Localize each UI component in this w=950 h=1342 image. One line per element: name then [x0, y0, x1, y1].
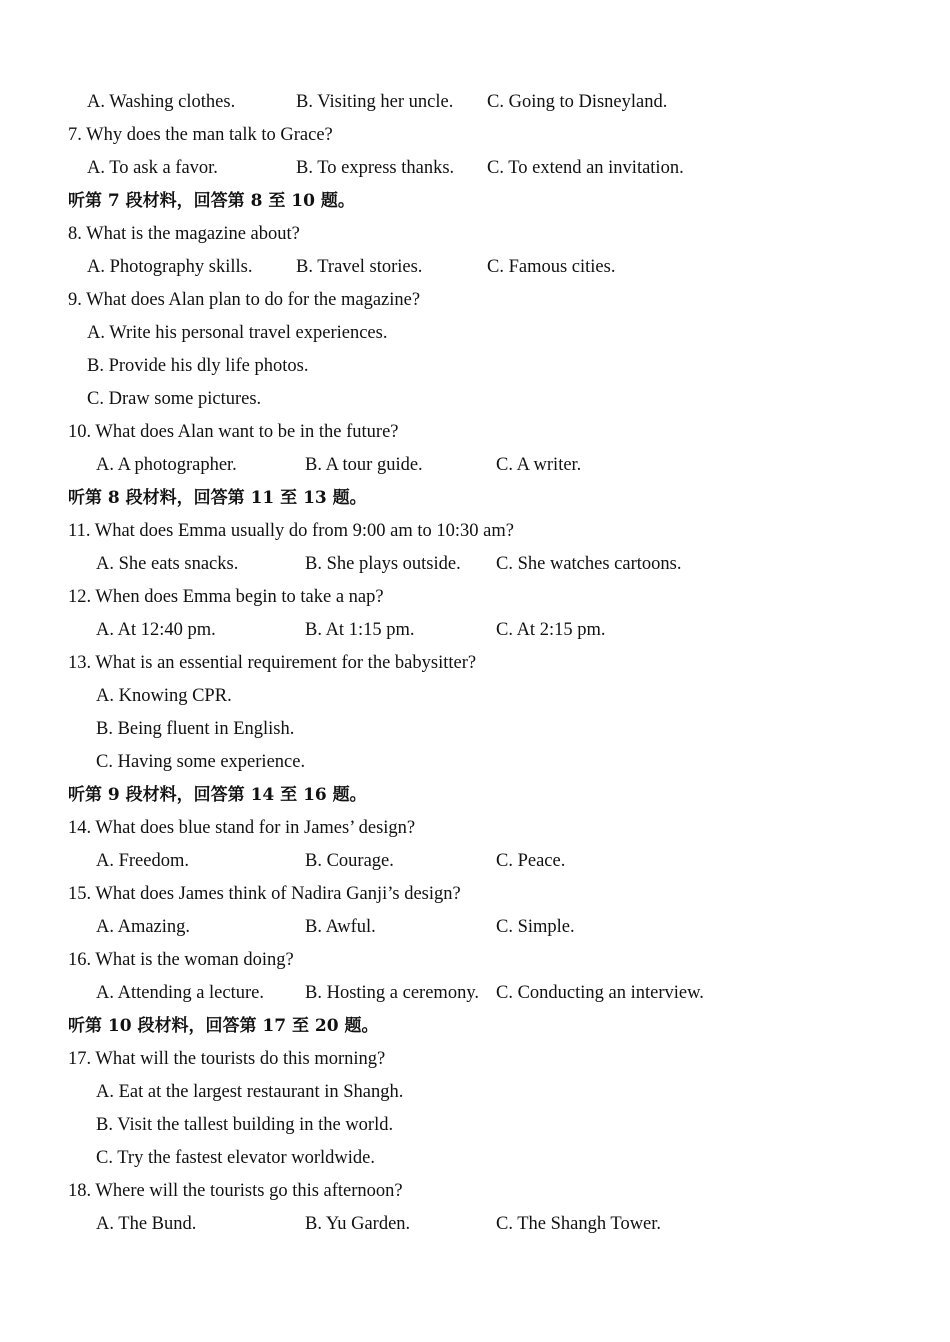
question-text: 17. What will the tourists do this morning?	[68, 1049, 386, 1069]
question-text: 15. What does James think of Nadira Ganji’s design?	[68, 884, 461, 904]
answer-options-row	[96, 845, 856, 878]
answer-option: B. At 1:15 pm.	[305, 620, 415, 640]
answer-option: C. A writer.	[496, 455, 582, 475]
answer-option: C. Draw some pictures.	[87, 389, 262, 409]
answer-options-row	[87, 251, 847, 284]
answer-option: C. To extend an invitation.	[487, 158, 684, 178]
answer-option: A. To ask a favor.	[87, 158, 218, 178]
answer-option: C. Going to Disneyland.	[487, 92, 668, 112]
answer-options-row	[87, 86, 847, 119]
answer-option: B. Awful.	[305, 917, 376, 937]
question-text: 8. What is the magazine about?	[68, 224, 300, 244]
question-text: 11. What does Emma usually do from 9:00 am to 10:30 am?	[68, 521, 514, 541]
answer-options-row	[96, 1208, 856, 1241]
answer-option: B. A tour guide.	[305, 455, 423, 475]
answer-option: C. Try the fastest elevator worldwide.	[96, 1148, 375, 1168]
answer-options-row	[96, 977, 856, 1010]
answer-option: B. She plays outside.	[305, 554, 461, 574]
answer-options-row	[96, 911, 856, 944]
answer-option: B. Visiting her uncle.	[296, 92, 454, 112]
section-heading: 听第 10 段材料，回答第 17 至 20 题。	[68, 1016, 379, 1036]
answer-option: C. Famous cities.	[487, 257, 616, 277]
answer-option: A. Photography skills.	[87, 257, 253, 277]
answer-option: C. Simple.	[496, 917, 575, 937]
answer-option: A. Eat at the largest restaurant in Shangh.	[96, 1082, 404, 1102]
answer-options-row	[96, 614, 856, 647]
answer-option: A. Attending a lecture.	[96, 983, 264, 1003]
answer-option: B. Courage.	[305, 851, 394, 871]
answer-option: A. A photographer.	[96, 455, 237, 475]
answer-option: C. Peace.	[496, 851, 566, 871]
answer-options-row	[96, 449, 856, 482]
answer-option: A. Washing clothes.	[87, 92, 236, 112]
answer-option: A. Write his personal travel experiences.	[87, 323, 388, 343]
answer-option: A. Freedom.	[96, 851, 189, 871]
answer-option: C. She watches cartoons.	[496, 554, 682, 574]
answer-option: B. Provide his dly life photos.	[87, 356, 309, 376]
question-text: 7. Why does the man talk to Grace?	[68, 125, 333, 145]
answer-option: B. To express thanks.	[296, 158, 455, 178]
section-heading: 听第 8 段材料，回答第 11 至 13 题。	[68, 488, 367, 508]
question-text: 14. What does blue stand for in James’ design?	[68, 818, 416, 838]
question-text: 13. What is an essential requirement for the babysitter?	[68, 653, 477, 673]
answer-option: C. Conducting an interview.	[496, 983, 704, 1003]
question-text: 16. What is the woman doing?	[68, 950, 294, 970]
answer-option: B. Yu Garden.	[305, 1214, 411, 1234]
answer-option: A. Amazing.	[96, 917, 191, 937]
answer-option: B. Hosting a ceremony.	[305, 983, 479, 1003]
section-heading: 听第 7 段材料，回答第 8 至 10 题。	[68, 191, 355, 211]
answer-option: B. Travel stories.	[296, 257, 423, 277]
question-text: 12. When does Emma begin to take a nap?	[68, 587, 384, 607]
answer-option: C. Having some experience.	[96, 752, 306, 772]
answer-option: A. At 12:40 pm.	[96, 620, 216, 640]
answer-option: A. Knowing CPR.	[96, 686, 232, 706]
question-text: 18. Where will the tourists go this afternoon?	[68, 1181, 403, 1201]
question-text: 10. What does Alan want to be in the future?	[68, 422, 399, 442]
answer-options-row	[96, 548, 856, 581]
answer-option: B. Visit the tallest building in the world.	[96, 1115, 394, 1135]
question-text: 9. What does Alan plan to do for the magazine?	[68, 290, 421, 310]
answer-option: C. The Shangh Tower.	[496, 1214, 662, 1234]
answer-option: C. At 2:15 pm.	[496, 620, 606, 640]
answer-option: B. Being fluent in English.	[96, 719, 295, 739]
answer-option: A. She eats snacks.	[96, 554, 239, 574]
answer-option: A. The Bund.	[96, 1214, 197, 1234]
answer-options-row	[87, 152, 847, 185]
section-heading: 听第 9 段材料，回答第 14 至 16 题。	[68, 785, 367, 805]
